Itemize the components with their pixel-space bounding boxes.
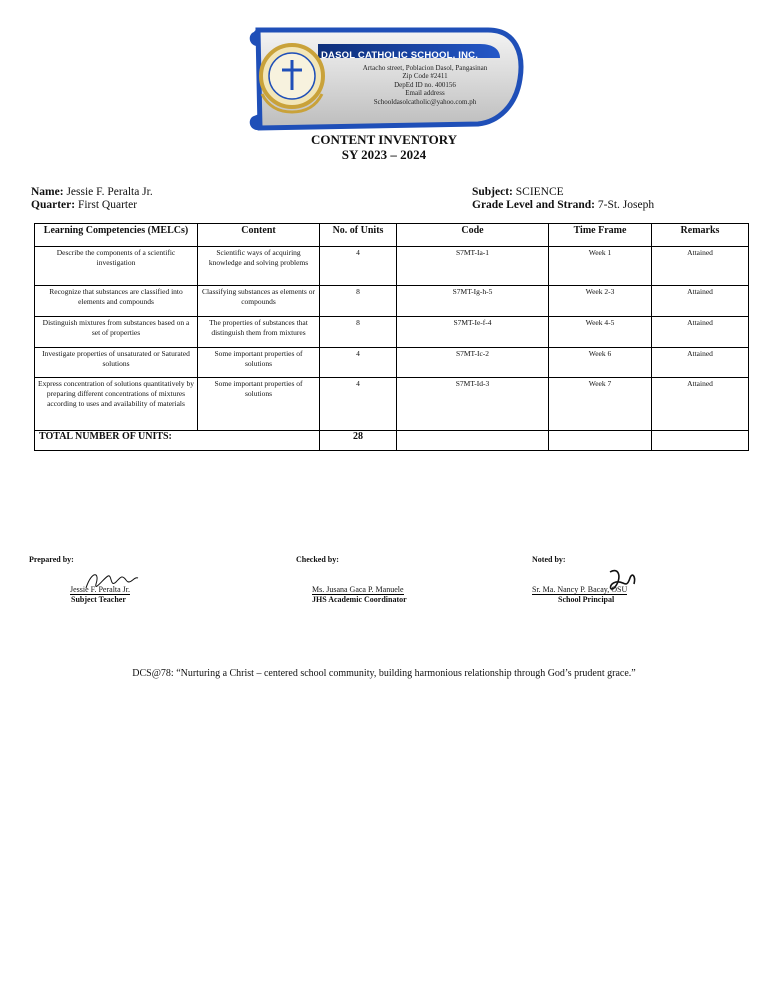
cell-time-frame: Week 6 — [549, 348, 652, 378]
cell-units: 8 — [320, 286, 397, 317]
subject-row — [472, 186, 654, 199]
school-letterhead — [248, 24, 524, 134]
table-row — [35, 317, 749, 348]
cell-time-frame: Week 4-5 — [549, 317, 652, 348]
total-empty-cell — [652, 431, 749, 451]
cell-competency: Distinguish mixtures from substances based on a set of properties — [35, 317, 198, 348]
quarter-row — [31, 199, 153, 212]
header-time-frame: Time Frame — [549, 224, 652, 247]
cell-code: S7MT-Ic-2 — [397, 348, 549, 378]
school-name: DASOL CATHOLIC SCHOOL, INC. — [321, 50, 479, 61]
cell-remarks: Attained — [652, 247, 749, 286]
checked-by-heading: Checked by: — [296, 555, 339, 564]
cell-content: The properties of substances that distinguish them from mixtures — [198, 317, 320, 348]
school-email-label: Email address — [405, 89, 445, 98]
total-value: 28 — [320, 431, 397, 451]
cell-units: 4 — [320, 378, 397, 431]
grade-row — [472, 199, 654, 212]
cell-code: S7MT-Ia-1 — [397, 247, 549, 286]
content-inventory-table — [34, 223, 749, 451]
subject-label: Subject: — [472, 186, 513, 198]
total-row — [35, 431, 749, 451]
cell-content: Scientific ways of acquiring knowledge and solving problems — [198, 247, 320, 286]
school-deped-id: DepEd ID no. 400156 — [394, 80, 456, 89]
cell-time-frame: Week 1 — [549, 247, 652, 286]
quarter-value: First Quarter — [77, 199, 138, 211]
cell-time-frame: Week 2-3 — [549, 286, 652, 317]
grade-value: 7-St. Joseph — [597, 199, 655, 211]
school-address-block — [340, 64, 510, 106]
prepared-by-role: Subject Teacher — [71, 595, 126, 604]
title-line-1: CONTENT INVENTORY — [310, 132, 458, 147]
table-header-row — [35, 224, 749, 247]
cell-units: 4 — [320, 247, 397, 286]
header-remarks: Remarks — [652, 224, 749, 247]
school-address: Artacho street, Poblacion Dasol, Pangasinan — [362, 64, 488, 72]
name-label: Name: — [31, 186, 64, 198]
cell-units: 4 — [320, 348, 397, 378]
cell-code: S7MT-Ig-h-5 — [397, 286, 549, 317]
checked-by-role: JHS Academic Coordinator — [312, 595, 407, 604]
cell-competency: Investigate properties of unsaturated or Saturated solutions — [35, 348, 198, 378]
header-code: Code — [397, 224, 549, 247]
cell-code: S7MT-Ie-f-4 — [397, 317, 549, 348]
cell-competency: Express concentration of solutions quantitatively by preparing different concentrations of mixtures according to uses and availability of materials — [35, 378, 198, 431]
header-units: No. of Units — [320, 224, 397, 247]
school-zip: Zip Code #2411 — [402, 72, 448, 81]
cell-remarks: Attained — [652, 317, 749, 348]
prepared-by-name: Jessie F. Peralta Jr. — [70, 585, 131, 594]
noted-by-heading: Noted by: — [532, 555, 566, 564]
table-row — [35, 348, 749, 378]
name-value: Jessie F. Peralta Jr. — [66, 186, 153, 198]
title-line-2: SY 2023 – 2024 — [341, 147, 427, 162]
cell-remarks: Attained — [652, 378, 749, 431]
total-label: TOTAL NUMBER OF UNITS: — [35, 431, 320, 451]
name-row — [31, 186, 153, 199]
school-email: Schooldasolcatholic@yahoo.com.ph — [373, 97, 477, 106]
teacher-info — [31, 186, 153, 212]
cell-content: Classifying substances as elements or compounds — [198, 286, 320, 317]
header-content: Content — [198, 224, 320, 247]
table-row — [35, 247, 749, 286]
cell-competency: Recognize that substances are classified into elements and compounds — [35, 286, 198, 317]
table-row — [35, 378, 749, 431]
total-empty-cell — [549, 431, 652, 451]
noted-by-role: School Principal — [558, 595, 615, 604]
cell-units: 8 — [320, 317, 397, 348]
cell-time-frame: Week 7 — [549, 378, 652, 431]
noted-by-name: Sr. Ma. Nancy P. Bacay, OSU — [532, 585, 628, 594]
prepared-by-heading: Prepared by: — [29, 555, 74, 564]
cell-content: Some important properties of solutions — [198, 378, 320, 431]
school-motto: DCS@78: “Nurturing a Christ – centered school community, building harmonious relationship through God’s prudent grace.” — [132, 668, 636, 679]
grade-label: Grade Level and Strand: — [472, 199, 595, 211]
total-empty-cell — [397, 431, 549, 451]
checked-by-name: Ms. Jusana Gaca P. Manuele — [312, 585, 404, 594]
header-competencies: Learning Competencies (MELCs) — [35, 224, 198, 247]
quarter-label: Quarter: — [31, 199, 76, 211]
cell-content: Some important properties of solutions — [198, 348, 320, 378]
cell-remarks: Attained — [652, 286, 749, 317]
subject-value: SCIENCE — [515, 186, 564, 198]
table-row — [35, 286, 749, 317]
document-title — [0, 132, 768, 162]
class-info — [472, 186, 654, 212]
cell-code: S7MT-Id-3 — [397, 378, 549, 431]
cell-competency: Describe the components of a scientific investigation — [35, 247, 198, 286]
cell-remarks: Attained — [652, 348, 749, 378]
